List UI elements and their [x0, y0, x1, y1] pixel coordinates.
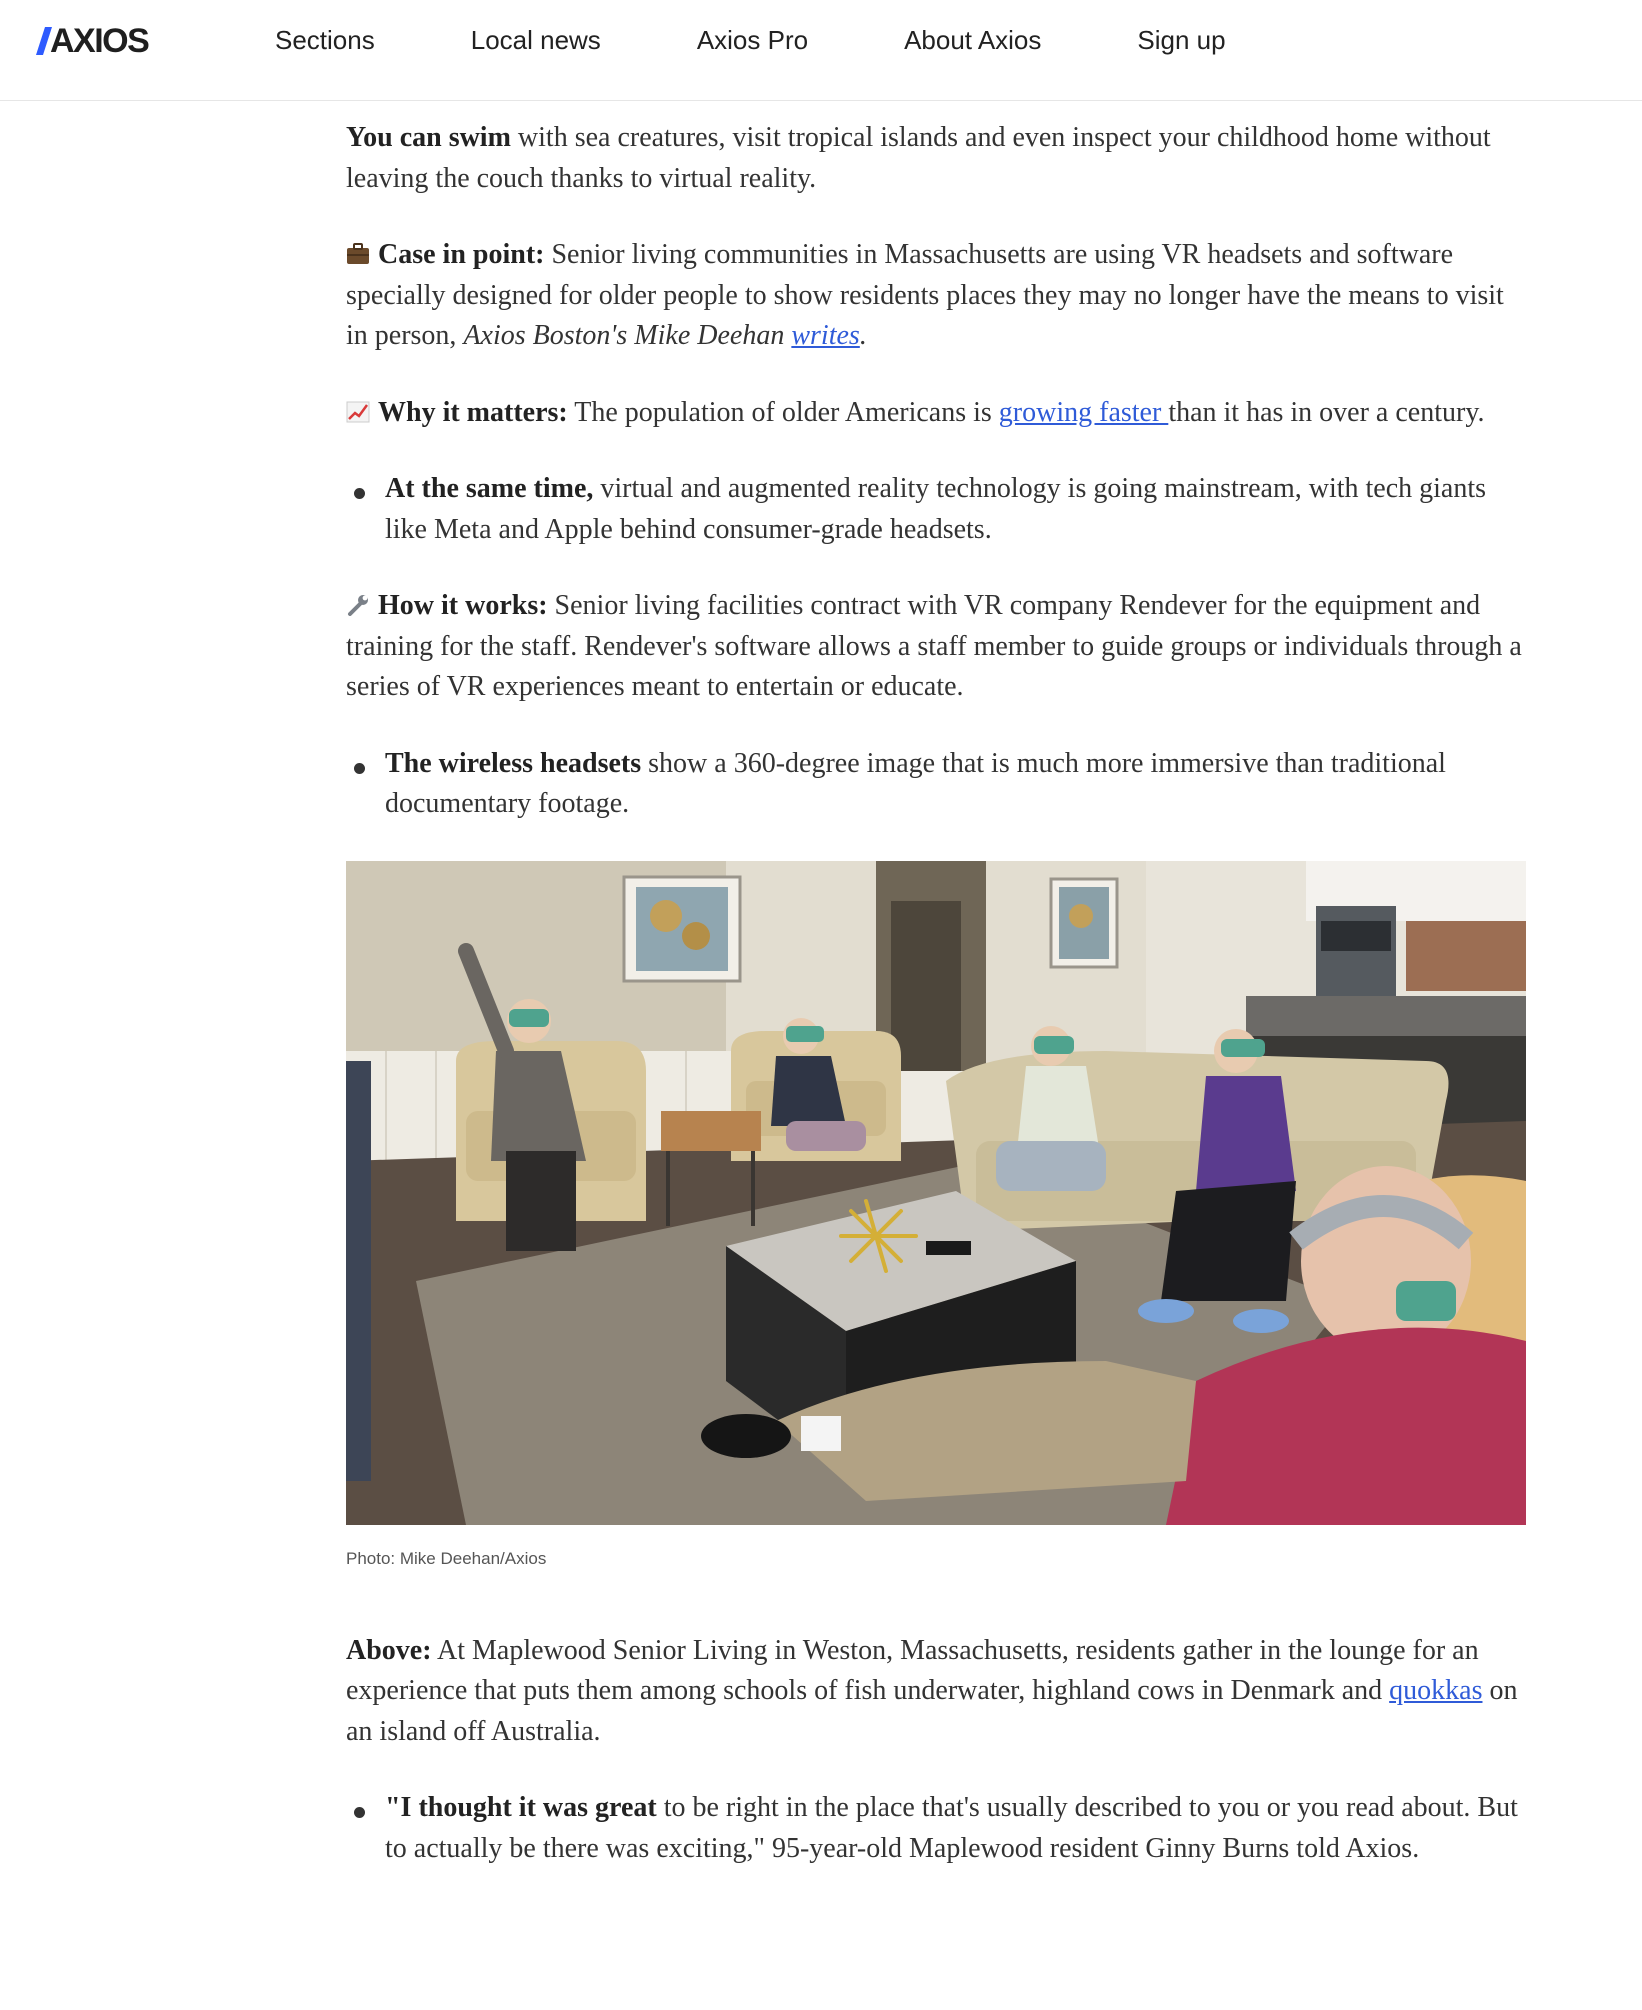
bullet-bold: At the same time,	[385, 473, 594, 504]
paragraph-above	[346, 1631, 1526, 1753]
chart-increasing-icon	[346, 401, 372, 425]
list-item	[346, 744, 1526, 825]
bullet-list-2	[346, 744, 1526, 825]
main-nav	[275, 0, 1322, 80]
bullet-list-3	[346, 1788, 1526, 1869]
why-it-matters-text: The population of older Americans is	[567, 396, 999, 428]
article-photo	[346, 861, 1526, 1525]
photo-caption: Photo: Mike Deehan/Axios	[346, 1548, 547, 1568]
lede-text: with sea creatures, visit tropical islands and even inspect your childhood home without leaving the couch thanks to virtual reality.	[346, 122, 1491, 194]
wrench-icon	[346, 594, 372, 618]
case-in-point-label: Case in point:	[378, 239, 545, 270]
briefcase-icon	[346, 243, 372, 267]
nav-local-news[interactable]: Local news	[470, 24, 601, 55]
how-it-works-label: How it works:	[378, 590, 548, 621]
writes-link[interactable]: writes	[791, 320, 860, 351]
quokkas-link[interactable]: quokkas	[1389, 1675, 1483, 1706]
bullet-text: virtual and augmented reality technology is going mainstream, with tech giants like Meta and Apple behind consumer-grade headsets.	[385, 473, 1487, 545]
list-item	[346, 1788, 1526, 1869]
paragraph-how-it-works	[346, 586, 1526, 708]
growing-faster-link[interactable]: growing faster	[998, 396, 1169, 428]
why-it-matters-end: than it has in over a century.	[1168, 396, 1485, 428]
lede-bold: You can swim	[346, 122, 511, 153]
why-it-matters-label: Why it matters:	[378, 396, 568, 428]
bullet-text: show a 360-degree image that is much more immersive than traditional documentary footage.	[385, 747, 1446, 819]
nav-axios-pro[interactable]: Axios Pro	[696, 24, 809, 55]
above-end: on an island off Australia.	[346, 1675, 1518, 1747]
top-navigation	[0, 0, 1642, 101]
bullet-bold: "I thought it was great	[385, 1792, 657, 1823]
paragraph-intro	[346, 118, 1526, 199]
nav-sign-up[interactable]: Sign up	[1137, 24, 1226, 55]
above-label: Above:	[346, 1634, 432, 1666]
byline-italic: Axios Boston's Mike Deehan	[463, 320, 792, 351]
bullet-text: to be right in the place that's usually described to you or you read about. But to actually be there was exciting," 95-year-old Maplewood resident Ginny Burns told Axios.	[385, 1792, 1518, 1864]
nav-sections[interactable]: Sections	[275, 24, 375, 55]
bullet-bold: The wireless headsets	[385, 747, 642, 779]
list-item	[346, 469, 1526, 550]
above-text: At Maplewood Senior Living in Weston, Massachusetts, residents gather in the lounge for an experience that puts them among schools of fish underwater, highland cows in Denmark and	[346, 1634, 1479, 1706]
case-in-point-end: .	[859, 320, 867, 351]
case-in-point-text: Senior living communities in Massachusetts are using VR headsets and software specially designed for older people to show residents places they may no longer have the means to visit in person,	[346, 239, 1504, 351]
bullet-list-1	[346, 469, 1526, 550]
paragraph-case-in-point	[346, 235, 1526, 357]
logo-wordmark: AXIOS	[50, 21, 149, 60]
paragraph-why-it-matters	[346, 393, 1526, 434]
nav-about-axios[interactable]: About Axios	[904, 24, 1042, 55]
article-body	[346, 118, 1526, 1905]
how-it-works-text: Senior living facilities contract with VR company Rendever for the equipment and training for the staff. Rendever's software allows a staff member to guide groups or individuals through a series of VR experiences meant to entertain or educate.	[346, 590, 1522, 702]
axios-logo[interactable]	[36, 21, 149, 60]
vr-lounge-photo	[346, 861, 1526, 1525]
